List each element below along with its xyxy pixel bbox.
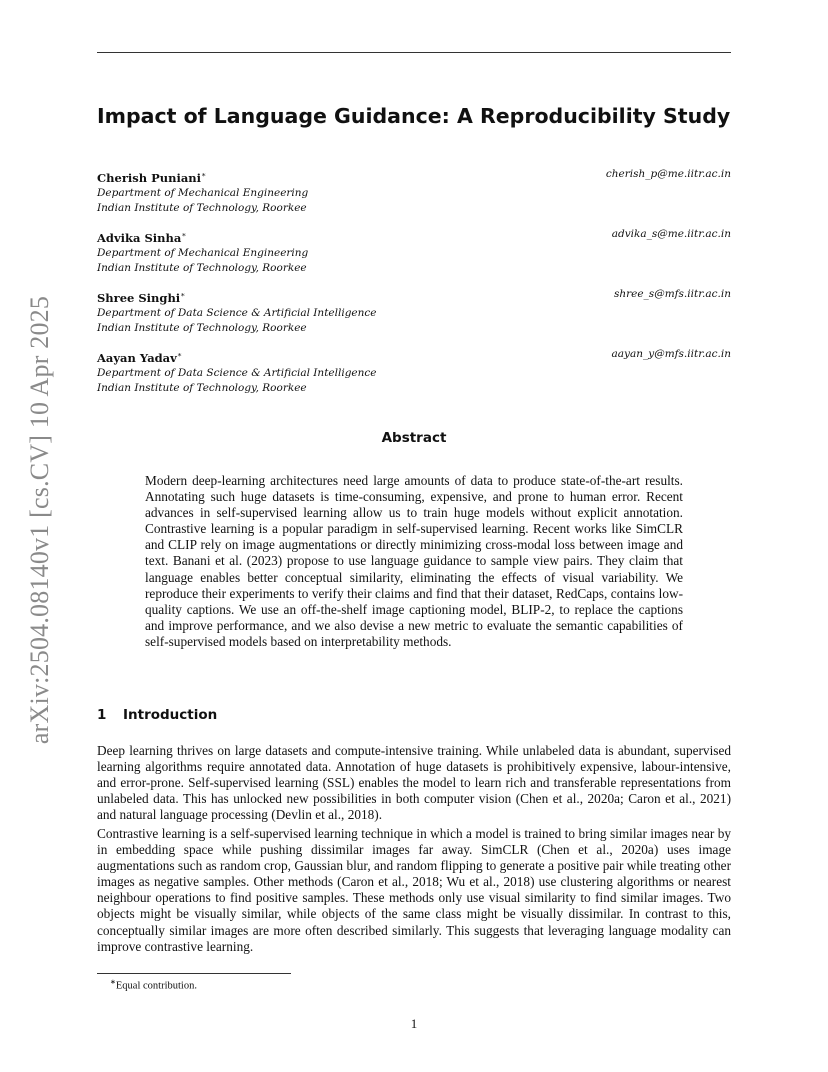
author-department: Department of Data Science & Artificial Intelligence (97, 366, 377, 379)
body-paragraph: Deep learning thrives on large datasets and compute-intensive training. While unlabeled data is abundant, supervised learning algorithms require annotated data. Annotation of huge datasets is prohibitively expensive, labour-intensive, and error-prone. Self-supervised learning (SSL) enables the model to learn rich and transferable representations from unlabeled data. This has unlocked new possibilities in both computer vision (Chen et al., 2020a; Caron et al., 2021) and natural language processing (Devlin et al., 2018). (97, 743, 731, 823)
author-block (97, 167, 731, 216)
author-name: Advika Sinha∗ (97, 230, 187, 245)
arxiv-stamp-text: arXiv:2504.08140v1 [cs.CV] 10 Apr 2025 (25, 295, 54, 745)
author-block (97, 347, 731, 396)
author-institution: Indian Institute of Technology, Roorkee (97, 381, 307, 394)
section-number: 1 (97, 707, 107, 723)
body-paragraph: Contrastive learning is a self-supervised learning technique in which a model is trained to bring similar images near by in embedding space while pushing dissimilar images far away. SimCLR (Chen et al., 2020a) uses image augmentations such as random crop, Gaussian blur, and random flipping to generate a positive pair while treating other images as negative samples. Other methods (Caron et al., 2018; Wu et al., 2018) use clustering algorithms or nearest neighbour operations to find positive samples. These methods only use visual similarity to find similar images. Two objects might be visually similar, while objects of the same class might be visually dissimilar. In contrast to this, conceptually similar images are more often described similarly. This suggests that leveraging language modality can improve contrastive learning. (97, 826, 731, 954)
abstract-heading: Abstract (381, 430, 447, 446)
footnote-rule (97, 973, 291, 974)
author-email[interactable]: aayan_y@mfs.iitr.ac.in (611, 348, 731, 360)
author-email[interactable]: advika_s@me.iitr.ac.in (611, 228, 731, 240)
paper-title: Impact of Language Guidance: A Reproducibility Study (97, 104, 731, 128)
abstract-body: Modern deep-learning architectures need large amounts of data to produce state-of-the-art results. Annotating such huge datasets is time-consuming, expensive, and prone to human error. Recent advances in self-supervised learning allow us to train huge models without explicit annotation. Contrastive learning is a popular paradigm in self-supervised learning. Recent works like SimCLR and CLIP rely on image augmentations or directly minimizing cross-modal loss between image and text. Banani et al. (2023) propose to use language guidance to sample view pairs. They claim that language enables better conceptual similarity, eliminating the effects of visual variability. We reproduce their experiments to verify their claims and find that their dataset, RedCaps, contains low-quality captions. We use an off-the-shelf image captioning model, BLIP-2, to replace the captions and improve performance, and we also devise a new metric to evaluate the semantic capabilities of self-supervised models based on interpretability methods. (145, 473, 683, 649)
author-department: Department of Mechanical Engineering (97, 246, 309, 259)
author-institution: Indian Institute of Technology, Roorkee (97, 261, 307, 274)
author-department: Department of Data Science & Artificial Intelligence (97, 306, 377, 319)
author-email[interactable]: shree_s@mfs.iitr.ac.in (613, 288, 731, 300)
author-name: Shree Singhi∗ (97, 290, 186, 305)
author-block (97, 287, 731, 336)
author-department: Department of Mechanical Engineering (97, 186, 309, 199)
page-number: 1 (410, 1016, 418, 1031)
author-institution: Indian Institute of Technology, Roorkee (97, 321, 307, 334)
author-name: Cherish Puniani∗ (97, 170, 207, 185)
author-name: Aayan Yadav∗ (97, 350, 182, 365)
author-block (97, 227, 731, 276)
footnote-mark: ∗ (110, 978, 116, 986)
footnote-text: Equal contribution. (115, 980, 197, 992)
author-institution: Indian Institute of Technology, Roorkee (97, 201, 307, 214)
footnote (110, 978, 197, 992)
section-heading (97, 707, 217, 723)
section-title: Introduction (123, 707, 218, 723)
top-rule (97, 52, 731, 53)
author-email[interactable]: cherish_p@me.iitr.ac.in (605, 168, 731, 180)
